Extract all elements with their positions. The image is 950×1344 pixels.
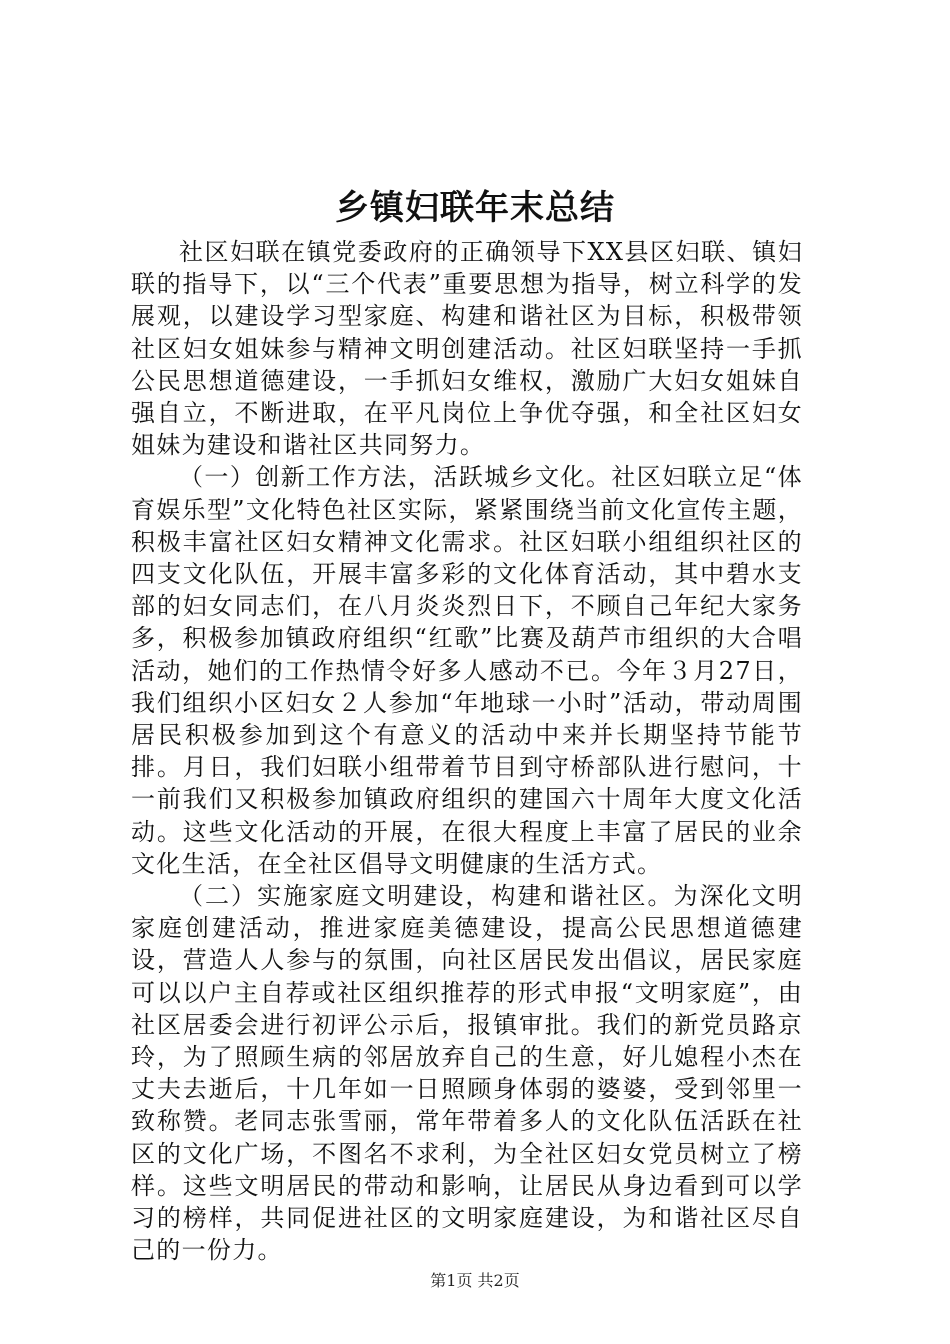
document-title: 乡镇妇联年末总结 [335, 188, 615, 228]
paragraph-section-one: （一）创新工作方法，活跃城乡文化。社区妇联立足“体育娱乐型”文化特色社区实际，紧紧围绕当前文化宣传主题，积极丰富社区妇女精神文化需求。社区妇联小组组织社区的四支文化队伍，开展丰富多彩的文化体育活动，其中碧水支部的妇女同志们，在八月炎炎烈日下，不顾自己年纪大家务多，积极参加镇政府组织“红歌”比赛及葫芦市组织的大合唱活动，她们的工作热情令好多人感动不已。今年３月27日，我们组织小区妇女２人参加“年地球一小时”活动，带动周围居民积极参加到这个有意义的活动中来并长期坚持节能节排。月日，我们妇联小组带着节目到守桥部队进行慰问，十一前我们又积极参加镇政府组织的建国六十周年大度文化活动。这些文化活动的开展，在很大程度上丰富了居民的业余文化生活，在全社区倡导文明健康的生活方式。 [131, 463, 803, 878]
paragraph-section-two: （二）实施家庭文明建设，构建和谐社区。为深化文明家庭创建活动，推进家庭美德建设，提高公民思想道德建设，营造人人参与的氛围，向社区居民发出倡议，居民家庭可以以户主自荐或社区组织推荐的形式申报“文明家庭”，由社区居委会进行初评公示后，报镇审批。我们的新党员路京玲，为了照顾生病的邻居放弃自己的生意，好儿媳程小杰在丈夫去逝后，十几年如一日照顾身体弱的婆婆，受到邻里一致称赞。老同志张雪丽，常年带着多人的文化队伍活跃在社区的文化广场，不图名不求利，为全社区妇女党员树立了榜样。这些文明居民的带动和影响，让居民从身边看到可以学习的榜样，共同促进社区的文明家庭建设，为和谐社区尽自己的一份力。 [131, 882, 803, 1265]
document-body [131, 236, 803, 1267]
paragraph-intro: 社区妇联在镇党委政府的正确领导下XX县区妇联、镇妇联的指导下，以“三个代表”重要思想为指导，树立科学的发展观，以建设学习型家庭、构建和谐社区为目标，积极带领社区妇女姐妹参与精神文明创建活动。社区妇联坚持一手抓公民思想道德建设，一手抓妇女维权，激励广大妇女姐妹自强自立，不断进取，在平凡岗位上争优夺强，和全社区妇女姐妹为建设和谐社区共同努力。 [131, 238, 803, 460]
page-number-footer: 第1页 共2页 [430, 1271, 520, 1290]
